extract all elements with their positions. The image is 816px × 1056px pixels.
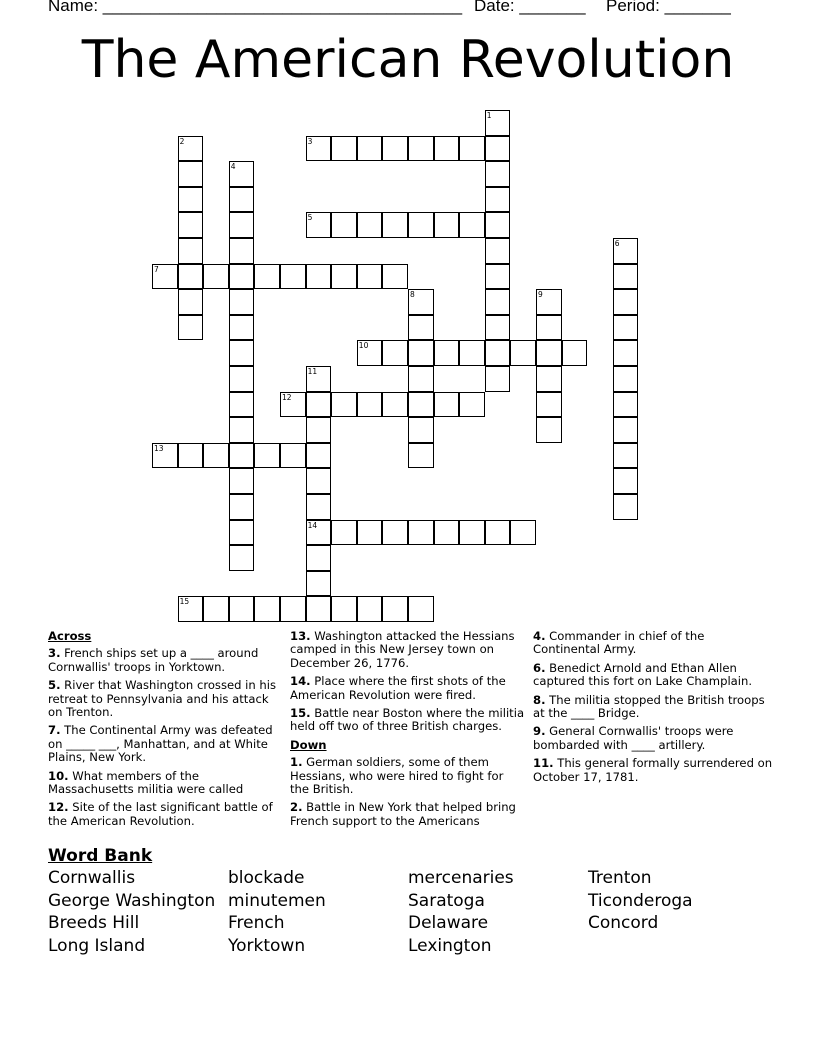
- clue-across-14: 14. Place where the first shots of the American Revolution were fired.: [290, 674, 506, 702]
- crossword-cell[interactable]: [178, 238, 204, 264]
- crossword-cell[interactable]: [178, 264, 204, 290]
- crossword-cell[interactable]: [613, 468, 639, 494]
- clue-number-15: 15: [179, 597, 190, 607]
- crossword-cell[interactable]: [485, 136, 511, 162]
- crossword-cell[interactable]: [357, 520, 383, 546]
- crossword-cell[interactable]: [229, 596, 255, 622]
- crossword-cell[interactable]: [203, 596, 229, 622]
- crossword-cell[interactable]: [306, 264, 332, 290]
- crossword-cell[interactable]: [306, 443, 332, 469]
- clue-number-14: 14: [307, 520, 318, 530]
- crossword-cell[interactable]: [178, 443, 204, 469]
- clue-across-3: 3. French ships set up a ____ around Cornwallis' troops in Yorktown.: [48, 646, 259, 674]
- crossword-cell[interactable]: [178, 212, 204, 238]
- crossword-cell[interactable]: [536, 315, 562, 341]
- crossword-cell[interactable]: [280, 596, 306, 622]
- crossword-cell[interactable]: [357, 392, 383, 418]
- crossword-cell[interactable]: [485, 315, 511, 341]
- crossword-cell[interactable]: [562, 340, 588, 366]
- clue-number-3: 3: [307, 136, 313, 146]
- crossword-cell[interactable]: [357, 596, 383, 622]
- clue-number-7: 7: [154, 264, 159, 274]
- crossword-cell[interactable]: [459, 392, 485, 418]
- crossword-cell[interactable]: [382, 596, 408, 622]
- crossword-cell[interactable]: [485, 161, 511, 187]
- crossword-cell[interactable]: [408, 417, 434, 443]
- crossword-cell[interactable]: [306, 392, 332, 418]
- crossword-cell[interactable]: [382, 212, 408, 238]
- word-bank-item: Trenton: [588, 868, 652, 888]
- crossword-cell[interactable]: [485, 264, 511, 290]
- clue-number-12: 12: [282, 392, 292, 402]
- crossword-cell[interactable]: [434, 212, 460, 238]
- clue-number-4: 4: [230, 162, 236, 172]
- crossword-cell[interactable]: [485, 340, 511, 366]
- crossword-cell[interactable]: [485, 520, 511, 546]
- crossword-cell[interactable]: [536, 340, 562, 366]
- crossword-cell[interactable]: [306, 545, 332, 571]
- crossword-cell[interactable]: [408, 366, 434, 392]
- clue-down-8: 8. The militia stopped the British troops at the ____ Bridge.: [533, 692, 765, 721]
- word-bank-item: Long Island: [48, 936, 146, 956]
- word-bank-item: Breeds Hill: [48, 913, 140, 933]
- word-bank-item: George Washington: [48, 891, 216, 911]
- clue-down-4: 4. Commander in chief of the Continental Army.: [533, 629, 705, 657]
- crossword-cell[interactable]: [306, 571, 332, 597]
- crossword-cell[interactable]: [459, 136, 485, 162]
- clue-across-7: 7. The Continental Army was defeated on _____ ___, Manhattan, and at White Plains, New York.: [48, 723, 273, 765]
- word-bank-item: Yorktown: [228, 936, 306, 956]
- word-bank-item: Ticonderoga: [588, 891, 693, 911]
- crossword-cell[interactable]: [408, 392, 434, 418]
- crossword-cell[interactable]: [229, 417, 255, 443]
- crossword-cell[interactable]: [203, 443, 229, 469]
- clue-number-13: 13: [154, 443, 164, 453]
- crossword-cell[interactable]: [280, 443, 306, 469]
- clues-column-2: [290, 630, 526, 833]
- crossword-cell[interactable]: [229, 340, 255, 366]
- crossword-cell[interactable]: [229, 212, 255, 238]
- crossword-cell[interactable]: [229, 443, 255, 469]
- crossword-cell[interactable]: [254, 443, 280, 469]
- crossword-cell[interactable]: [434, 520, 460, 546]
- crossword-cell[interactable]: [382, 264, 408, 290]
- crossword-cell[interactable]: [357, 136, 383, 162]
- crossword-cell[interactable]: [331, 520, 357, 546]
- crossword-cell[interactable]: [229, 494, 255, 520]
- crossword-cell[interactable]: [485, 187, 511, 213]
- crossword-cell[interactable]: [536, 417, 562, 443]
- crossword-cell[interactable]: [613, 417, 639, 443]
- clue-down-2: 2. Battle in New York that helped bring French support to the Americans: [290, 800, 516, 828]
- clue-number-5: 5: [307, 213, 313, 223]
- crossword-cell[interactable]: [178, 161, 204, 187]
- crossword-cell[interactable]: [408, 340, 434, 366]
- clue-number-2: 2: [179, 136, 185, 146]
- crossword-cell[interactable]: [485, 238, 511, 264]
- word-bank-item: Saratoga: [408, 891, 485, 911]
- page-title: The American Revolution: [81, 30, 735, 90]
- crossword-cell[interactable]: [178, 187, 204, 213]
- crossword-cell[interactable]: [408, 596, 434, 622]
- clue-down-6: 6. Benedict Arnold and Ethan Allen captured this fort on Lake Champlain.: [533, 660, 753, 689]
- clues-column-3: [533, 630, 773, 789]
- word-bank-item: minutemen: [228, 891, 326, 911]
- word-bank-item: Delaware: [408, 913, 489, 933]
- clue-number-1: 1: [486, 111, 492, 120]
- crossword-cell[interactable]: [331, 392, 357, 418]
- clues-column-1: [48, 630, 284, 833]
- word-bank-item: mercenaries: [408, 868, 514, 888]
- crossword-cell[interactable]: [254, 264, 280, 290]
- crossword-cell[interactable]: [229, 468, 255, 494]
- crossword-cell[interactable]: [178, 315, 204, 341]
- clue-down-11: 11. This general formally surrendered on October 17, 1781.: [533, 756, 773, 784]
- clue-across-13: 13. Washington attacked the Hessians camped in this New Jersey town on December 26, 1776.: [290, 629, 515, 670]
- crossword-cell[interactable]: [434, 392, 460, 418]
- crossword-cell[interactable]: [485, 212, 511, 238]
- clue-number-9: 9: [538, 290, 543, 300]
- word-bank-item: blockade: [228, 868, 305, 888]
- crossword-cell[interactable]: [229, 520, 255, 546]
- crossword-cell[interactable]: [613, 392, 639, 418]
- crossword-cell[interactable]: [357, 264, 383, 290]
- crossword-cell[interactable]: [485, 289, 511, 315]
- down-heading: Down: [290, 737, 327, 752]
- crossword-cell[interactable]: [306, 468, 332, 494]
- crossword-cell[interactable]: [254, 596, 280, 622]
- crossword-cell[interactable]: [536, 366, 562, 392]
- crossword-cell[interactable]: [229, 187, 255, 213]
- crossword-cell[interactable]: [536, 392, 562, 418]
- crossword-cell[interactable]: [382, 340, 408, 366]
- crossword-cell[interactable]: [306, 596, 332, 622]
- clue-down-9: 9. General Cornwallis' troops were bombarded with ____ artillery.: [533, 724, 734, 752]
- crossword-cell[interactable]: [229, 264, 255, 290]
- clue-number-8: 8: [410, 290, 415, 300]
- crossword-cell[interactable]: [434, 136, 460, 162]
- crossword-cell[interactable]: [331, 596, 357, 622]
- crossword-cell[interactable]: [510, 340, 536, 366]
- crossword-cell[interactable]: [229, 366, 255, 392]
- crossword-cell[interactable]: [459, 212, 485, 238]
- crossword-cell[interactable]: [613, 366, 639, 392]
- clue-number-10: 10: [358, 341, 369, 351]
- word-bank-item: Lexington: [408, 936, 492, 956]
- date-field-label[interactable]: Date: _______: [474, 0, 586, 15]
- crossword-cell[interactable]: [408, 136, 434, 162]
- clue-across-15: 15. Battle near Boston where the militia held off two of three British charges.: [290, 706, 525, 734]
- crossword-cell[interactable]: [459, 520, 485, 546]
- crossword-cell[interactable]: [357, 212, 383, 238]
- name-field-label[interactable]: Name: ______________________________________: [48, 0, 463, 15]
- crossword-cell[interactable]: [306, 494, 332, 520]
- crossword-cell[interactable]: [434, 340, 460, 366]
- crossword-cell[interactable]: [408, 520, 434, 546]
- crossword-cell[interactable]: [178, 289, 204, 315]
- crossword-cell[interactable]: [382, 392, 408, 418]
- crossword-cell[interactable]: [510, 520, 536, 546]
- crossword-cell[interactable]: [459, 340, 485, 366]
- crossword-cell[interactable]: [229, 289, 255, 315]
- crossword-cell[interactable]: [331, 136, 357, 162]
- crossword-cell[interactable]: [229, 545, 255, 571]
- crossword-cell[interactable]: [613, 315, 639, 341]
- word-bank-item: French: [228, 913, 285, 933]
- crossword-cell[interactable]: [613, 264, 639, 290]
- crossword-cell[interactable]: [408, 315, 434, 341]
- crossword-cell[interactable]: [306, 417, 332, 443]
- crossword-cell[interactable]: [331, 264, 357, 290]
- period-field-label[interactable]: Period: _______: [606, 0, 731, 15]
- crossword-cell[interactable]: [613, 340, 639, 366]
- crossword-cell[interactable]: [613, 289, 639, 315]
- crossword-cell[interactable]: [382, 520, 408, 546]
- crossword-cell[interactable]: [280, 264, 306, 290]
- crossword-cell[interactable]: [331, 212, 357, 238]
- crossword-cell[interactable]: [229, 392, 255, 418]
- clue-number-6: 6: [614, 239, 620, 248]
- clue-across-10: 10. What members of the Massachusetts militia were called: [48, 768, 244, 797]
- clue-down-1: 1. German soldiers, some of them Hessians, who were hired to fight for the British.: [290, 755, 504, 797]
- word-bank-item: Cornwallis: [48, 868, 136, 888]
- crossword-cell[interactable]: [613, 443, 639, 469]
- clue-number-11: 11: [307, 367, 318, 376]
- across-heading: Across: [48, 629, 92, 643]
- crossword-cell[interactable]: [229, 315, 255, 341]
- crossword-cell[interactable]: [408, 212, 434, 238]
- word-bank-item: Concord: [588, 913, 659, 933]
- crossword-cell[interactable]: [382, 136, 408, 162]
- crossword-cell[interactable]: [408, 443, 434, 469]
- word-bank-title: Word Bank: [48, 846, 153, 866]
- crossword-cell[interactable]: [203, 264, 229, 290]
- crossword-cell[interactable]: [229, 238, 255, 264]
- crossword-cell[interactable]: [485, 366, 511, 392]
- crossword-cell[interactable]: [613, 494, 639, 520]
- clue-across-5: 5. River that Washington crossed in his retreat to Pennsylvania and his attack on Trenton.: [48, 678, 277, 720]
- clue-across-12: 12. Site of the last significant battle of the American Revolution.: [48, 800, 273, 828]
